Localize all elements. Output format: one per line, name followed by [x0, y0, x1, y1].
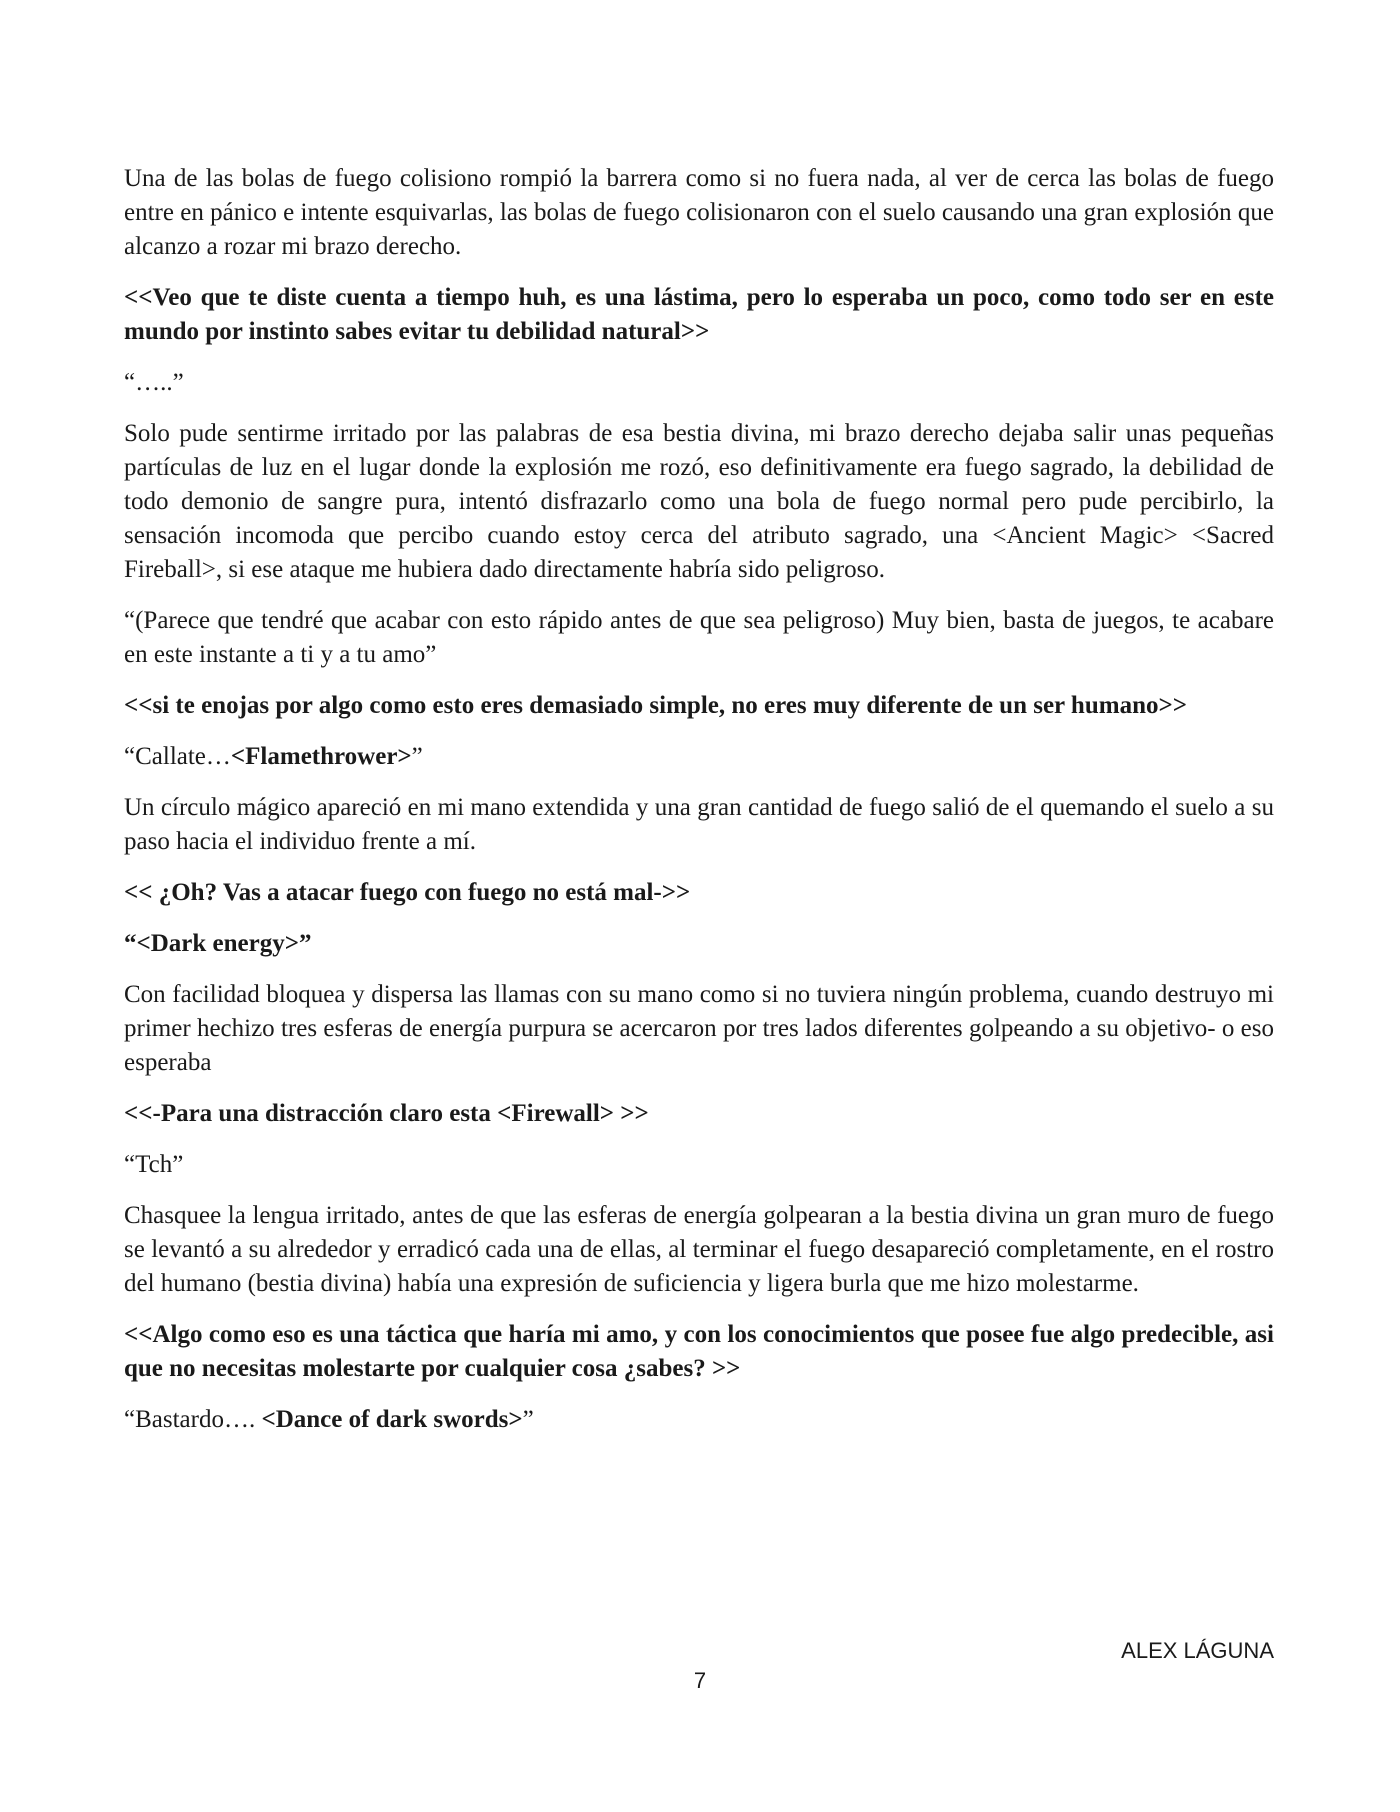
narration-paragraph: Chasquee la lengua irritado, antes de que las esferas de energía golpearan a la bestia divina un gran muro de fuego se levantó a su alrededor y erradicó cada una de ellas, al terminar el fuego desapareció completamente, en el rostro del humano (bestia divina) había una expresión de suficiencia y ligera burla que me hizo molestarme. [124, 1202, 1274, 1297]
dialogue-tail: ” [411, 743, 423, 770]
dialogue-plain: “Bastardo…. [124, 1406, 262, 1433]
narration-paragraph: Con facilidad bloquea y dispersa las llamas con su mano como si no tuviera ningún problema, cuando destruyo mi primer hechizo tres esferas de energía purpura se acercaron por tres lados diferentes golpeando a su objetivo- o eso esperaba [124, 981, 1274, 1076]
dialogue-bold: <<Algo como eso es una táctica que haría mi amo, y con los conocimientos que posee fue algo predecible, asi que no necesitas molestarte por cualquier cosa ¿sabes? >> [124, 1321, 1274, 1382]
page-body [124, 162, 1274, 1454]
dialogue-line: “(Parece que tendré que acabar con esto rápido antes de que sea peligroso) Muy bien, basta de juegos, te acabare en este instante a ti y a tu amo” [124, 607, 1274, 668]
dialogue-line [124, 740, 1274, 774]
dialogue-bold: <<-Para una distracción claro esta <Firewall> >> [124, 1100, 649, 1127]
dialogue-line: “Tch” [124, 1151, 184, 1178]
dialogue-line [124, 1403, 1274, 1437]
narration-paragraph: Un círculo mágico apareció en mi mano extendida y una gran cantidad de fuego salió de el quemando el suelo a su paso hacia el individuo frente a mí. [124, 794, 1274, 855]
dialogue-bold: <<si te enojas por algo como esto eres demasiado simple, no eres muy diferente de un ser humano>> [124, 692, 1187, 719]
spell-name: <Dance of dark swords> [261, 1406, 523, 1433]
dialogue-plain: “Callate… [124, 743, 231, 770]
dialogue-line: “…..” [124, 369, 184, 396]
dialogue-bold: <<Veo que te diste cuenta a tiempo huh, es una lástima, pero lo esperaba un poco, como todo ser en este mundo por instinto sabes evitar tu debilidad natural>> [124, 284, 1274, 345]
dialogue-bold: << ¿Oh? Vas a atacar fuego con fuego no está mal->> [124, 879, 691, 906]
narration-paragraph: Solo pude sentirme irritado por las palabras de esa bestia divina, mi brazo derecho dejaba salir unas pequeñas partículas de luz en el lugar donde la explosión me rozó, eso definitivamente era fuego sagrado, la debilidad de todo demonio de sangre pura, intentó disfrazarlo como una bola de fuego normal pero pude percibirlo, la sensación incomoda que percibo cuando estoy cerca del atributo sagrado, una <Ancient Magic> <Sacred Fireball>, si ese ataque me hubiera dado directamente habría sido peligroso. [124, 420, 1274, 583]
spell-name: <Flamethrower> [230, 743, 412, 770]
dialogue-bold: “<Dark energy>” [124, 930, 312, 957]
dialogue-tail: ” [522, 1406, 534, 1433]
footer-author: ALEX LÁGUNA [1121, 1638, 1274, 1663]
page-number: 7 [693, 1668, 707, 1693]
narration-paragraph: Una de las bolas de fuego colisiono rompió la barrera como si no fuera nada, al ver de cerca las bolas de fuego entre en pánico e intente esquivarlas, las bolas de fuego colisionaron con el suelo causando una gran explosión que alcanzo a rozar mi brazo derecho. [124, 165, 1274, 260]
